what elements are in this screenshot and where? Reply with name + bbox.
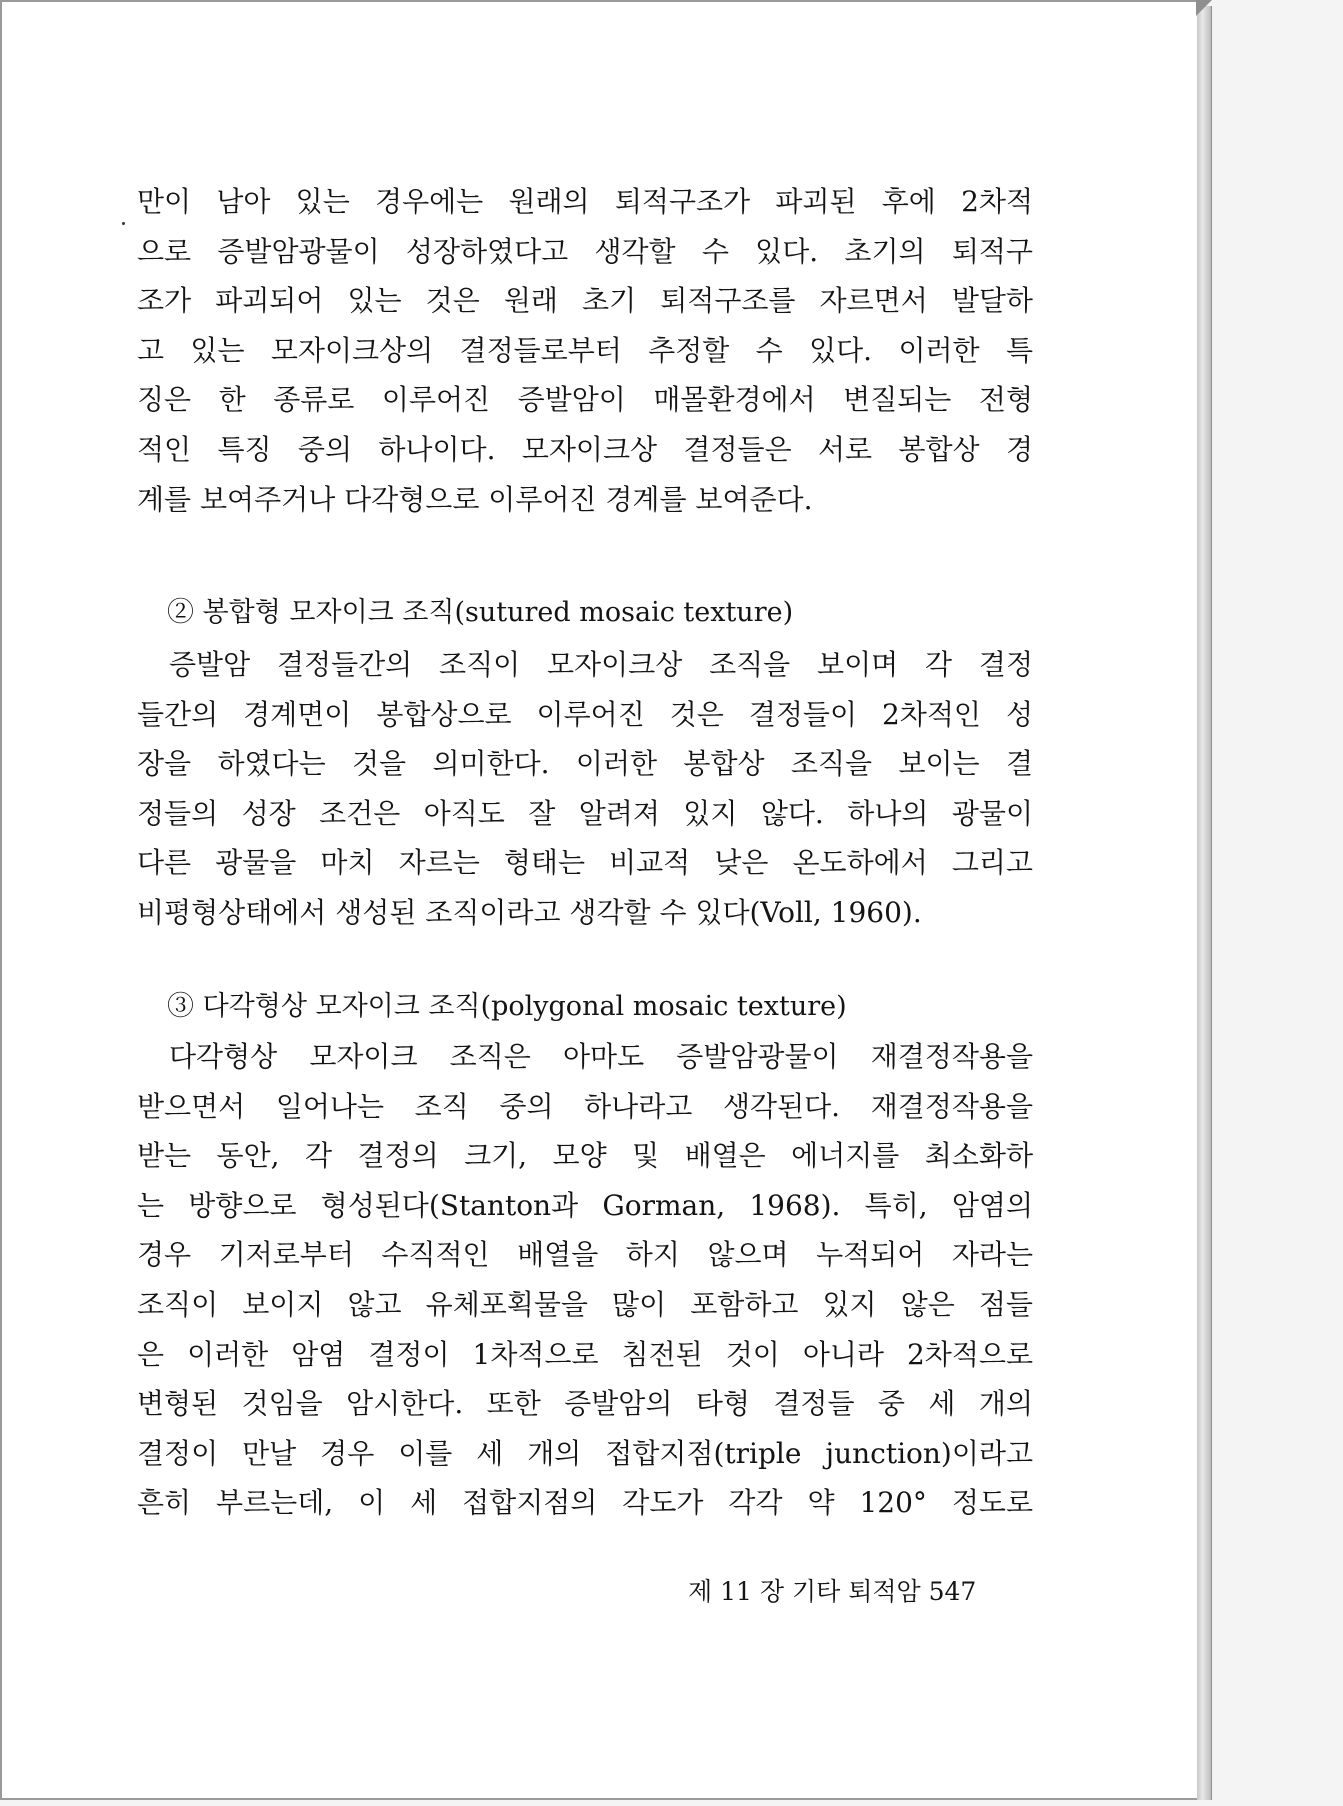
stray-mark (122, 222, 125, 225)
text-line: 으로 증발암광물이 성장하였다고 생각할 수 있다. 초기의 퇴적구 (137, 234, 1033, 268)
text-line: 증발암 결정들간의 조직이 모자이크상 조직을 보이며 각 결정 (169, 648, 1033, 681)
section-body-sutured (137, 640, 1033, 938)
section-heading-polygonal: ③ 다각형상 모자이크 조직(polygonal mosaic texture) (167, 991, 847, 1022)
text-line: 받으면서 일어나는 조직 중의 하나라고 생각된다. 재결정작용을 (137, 1089, 1033, 1123)
text-line: 만이 남아 있는 경우에는 원래의 퇴적구조가 파괴된 후에 2차적 (137, 185, 1033, 218)
section-body-polygonal (137, 1032, 1033, 1528)
text-line: 받는 동안, 각 결정의 크기, 모양 및 배열은 에너지를 최소화하 (137, 1139, 1033, 1173)
text-line: 다른 광물을 마치 자르는 형태는 비교적 낮은 온도하에서 그리고 (137, 846, 1033, 880)
text-line: 계를 보여주거나 다각형으로 이루어진 경계를 보여준다. (137, 482, 813, 516)
text-line: 징은 한 종류로 이루어진 증발암이 매몰환경에서 변질되는 전형 (137, 383, 1033, 417)
text-line: 고 있는 모자이크상의 결정들로부터 추정할 수 있다. 이러한 특 (137, 333, 1033, 367)
text-line: 흔히 부르는데, 이 세 접합지점의 각도가 각각 약 120° 정도로 (137, 1486, 1033, 1520)
text-line: 정들의 성장 조건은 아직도 잘 알려져 있지 않다. 하나의 광물이 (137, 796, 1033, 830)
text-line: 장을 하였다는 것을 의미한다. 이러한 봉합상 조직을 보이는 결 (137, 747, 1033, 781)
text-line: 변형된 것임을 암시한다. 또한 증발암의 타형 결정들 중 세 개의 (137, 1387, 1033, 1421)
text-line: 결정이 만날 경우 이를 세 개의 접합지점(triple junction)이라고 (137, 1436, 1033, 1470)
page-edge-shadow (1197, 6, 1212, 1800)
text-line: 경우 기저로부터 수직적인 배열을 하지 않으며 누적되어 자라는 (137, 1238, 1033, 1272)
text-line: 적인 특징 중의 하나이다. 모자이크상 결정들은 서로 봉합상 경 (137, 432, 1033, 466)
text-line: 비평형상태에서 생성된 조직이라고 생각할 수 있다(Voll, 1960). (137, 895, 922, 929)
text-line: 조가 파괴되어 있는 것은 원래 초기 퇴적구조를 자르면서 발달하 (137, 284, 1033, 318)
text-line: 다각형상 모자이크 조직은 아마도 증발암광물이 재결정작용을 (169, 1040, 1033, 1073)
text-line: 은 이러한 암염 결정이 1차적으로 침전된 것이 아니라 2차적으로 (137, 1337, 1033, 1371)
text-line: 들간의 경계면이 봉합상으로 이루어진 것은 결정들이 2차적인 성 (137, 697, 1033, 731)
page-corner-fold (1196, 0, 1212, 16)
section-heading-sutured: ② 봉합형 모자이크 조직(sutured mosaic texture) (167, 597, 794, 628)
text-line: 는 방향으로 형성된다(Stanton과 Gorman, 1968). 특히, 암염의 (137, 1188, 1033, 1222)
text-line: 조직이 보이지 않고 유체포획물을 많이 포함하고 있지 않은 점들 (137, 1287, 1033, 1321)
paragraph-continued (137, 177, 1033, 524)
page-footer: 제 11 장 기타 퇴적암 547 (688, 1577, 977, 1606)
